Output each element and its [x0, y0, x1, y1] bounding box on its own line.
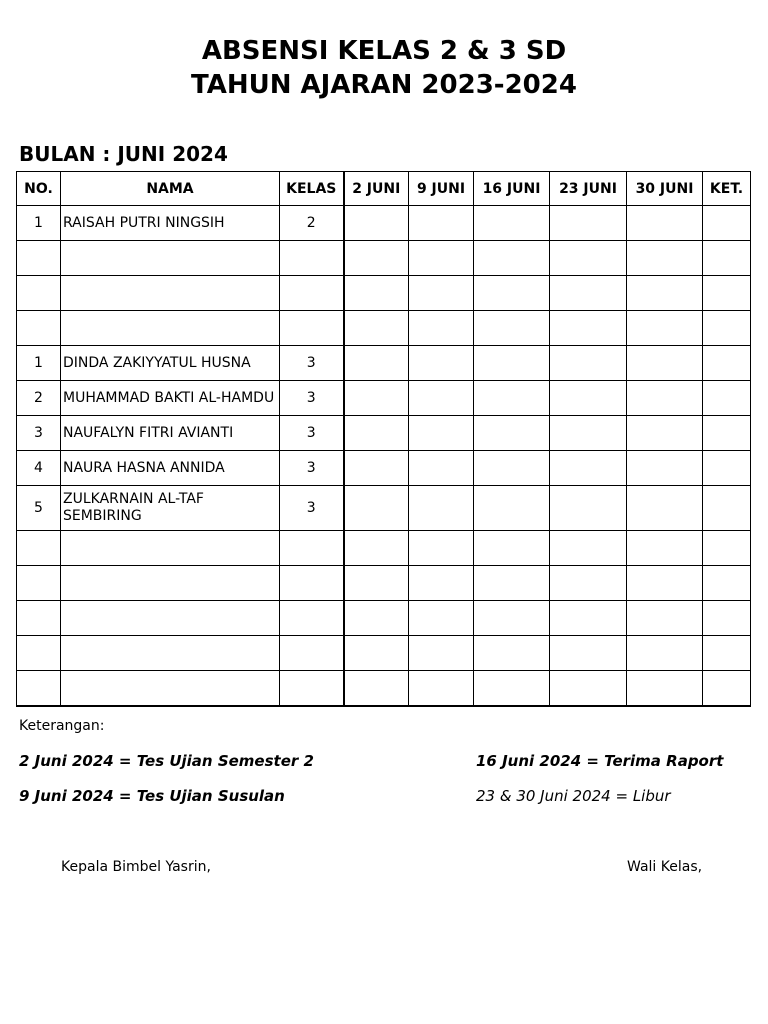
header-nama: NAMA — [61, 172, 280, 206]
cell-nama: DINDA ZAKIYYATUL HUSNA — [61, 346, 280, 381]
cell-2-juni — [344, 451, 409, 486]
cell-nama — [61, 601, 280, 636]
cell-no: 1 — [17, 206, 61, 241]
cell-23-juni — [550, 531, 627, 566]
cell-30-juni — [627, 531, 703, 566]
table-row — [17, 346, 751, 381]
cell-no — [17, 566, 61, 601]
header-16-juni: 16 JUNI — [474, 172, 550, 206]
cell-2-juni — [344, 381, 409, 416]
header-kelas: KELAS — [280, 172, 344, 206]
cell-9-juni — [409, 566, 474, 601]
cell-no: 3 — [17, 416, 61, 451]
cell-2-juni — [344, 346, 409, 381]
note-9-juni: 9 Juni 2024 = Tes Ujian Susulan — [19, 787, 285, 805]
header-no: NO. — [17, 172, 61, 206]
cell-no: 4 — [17, 451, 61, 486]
table-row — [17, 381, 751, 416]
cell-23-juni — [550, 311, 627, 346]
cell-2-juni — [344, 311, 409, 346]
cell-ket — [703, 531, 751, 566]
cell-ket — [703, 636, 751, 671]
cell-16-juni — [474, 206, 550, 241]
cell-no — [17, 671, 61, 707]
header-23-juni: 23 JUNI — [550, 172, 627, 206]
cell-23-juni — [550, 566, 627, 601]
cell-23-juni — [550, 241, 627, 276]
table-row — [17, 566, 751, 601]
signature-wali-kelas: Wali Kelas, — [627, 859, 703, 875]
cell-16-juni — [474, 311, 550, 346]
cell-kelas: 2 — [280, 206, 344, 241]
cell-no: 5 — [17, 486, 61, 531]
cell-kelas: 3 — [280, 416, 344, 451]
cell-kelas: 3 — [280, 381, 344, 416]
cell-9-juni — [409, 241, 474, 276]
cell-no — [17, 531, 61, 566]
cell-2-juni — [344, 416, 409, 451]
cell-30-juni — [627, 311, 703, 346]
cell-9-juni — [409, 206, 474, 241]
cell-30-juni — [627, 601, 703, 636]
note-2-juni: 2 Juni 2024 = Tes Ujian Semester 2 — [19, 752, 314, 770]
page-title: ABSENSI KELAS 2 & 3 SD — [201, 36, 567, 66]
cell-ket — [703, 566, 751, 601]
cell-16-juni — [474, 601, 550, 636]
cell-30-juni — [627, 416, 703, 451]
table-row — [17, 451, 751, 486]
cell-nama: MUHAMMAD BAKTI AL-HAMDU — [61, 381, 280, 416]
cell-ket — [703, 311, 751, 346]
cell-no — [17, 601, 61, 636]
cell-ket — [703, 601, 751, 636]
cell-9-juni — [409, 486, 474, 531]
cell-30-juni — [627, 636, 703, 671]
cell-kelas — [280, 636, 344, 671]
table-row — [17, 531, 751, 566]
cell-16-juni — [474, 346, 550, 381]
cell-kelas — [280, 601, 344, 636]
cell-2-juni — [344, 276, 409, 311]
cell-23-juni — [550, 381, 627, 416]
cell-23-juni — [550, 636, 627, 671]
cell-nama — [61, 311, 280, 346]
cell-16-juni — [474, 241, 550, 276]
cell-no — [17, 241, 61, 276]
cell-no — [17, 276, 61, 311]
cell-2-juni — [344, 566, 409, 601]
cell-23-juni — [550, 206, 627, 241]
cell-ket — [703, 381, 751, 416]
cell-16-juni — [474, 566, 550, 601]
cell-30-juni — [627, 276, 703, 311]
cell-16-juni — [474, 416, 550, 451]
cell-9-juni — [409, 451, 474, 486]
cell-9-juni — [409, 671, 474, 707]
cell-2-juni — [344, 671, 409, 707]
signature-kepala: Kepala Bimbel Yasrin, — [61, 859, 211, 875]
cell-nama: RAISAH PUTRI NINGSIH — [61, 206, 280, 241]
cell-nama — [61, 241, 280, 276]
cell-23-juni — [550, 671, 627, 707]
cell-9-juni — [409, 531, 474, 566]
cell-30-juni — [627, 346, 703, 381]
table-row — [17, 416, 751, 451]
header-30-juni: 30 JUNI — [627, 172, 703, 206]
cell-30-juni — [627, 451, 703, 486]
cell-16-juni — [474, 451, 550, 486]
cell-kelas — [280, 531, 344, 566]
cell-nama — [61, 566, 280, 601]
cell-30-juni — [627, 486, 703, 531]
cell-kelas: 3 — [280, 486, 344, 531]
cell-9-juni — [409, 346, 474, 381]
cell-kelas — [280, 566, 344, 601]
cell-nama — [61, 636, 280, 671]
cell-2-juni — [344, 601, 409, 636]
cell-nama: NAUFALYN FITRI AVIANTI — [61, 416, 280, 451]
cell-30-juni — [627, 241, 703, 276]
cell-23-juni — [550, 416, 627, 451]
cell-ket — [703, 241, 751, 276]
header-9-juni: 9 JUNI — [409, 172, 474, 206]
table-row — [17, 486, 751, 531]
cell-16-juni — [474, 381, 550, 416]
cell-nama — [61, 276, 280, 311]
cell-2-juni — [344, 636, 409, 671]
cell-16-juni — [474, 276, 550, 311]
header-ket: KET. — [703, 172, 751, 206]
cell-nama — [61, 531, 280, 566]
month-label: BULAN : JUNI 2024 — [19, 142, 228, 166]
cell-16-juni — [474, 531, 550, 566]
cell-30-juni — [627, 671, 703, 707]
header-2-juni: 2 JUNI — [344, 172, 409, 206]
cell-23-juni — [550, 451, 627, 486]
table-row — [17, 276, 751, 311]
cell-no: 1 — [17, 346, 61, 381]
cell-23-juni — [550, 486, 627, 531]
note-16-juni: 16 Juni 2024 = Terima Raport — [476, 752, 724, 770]
table-row — [17, 601, 751, 636]
cell-30-juni — [627, 206, 703, 241]
table-row — [17, 206, 751, 241]
cell-ket — [703, 486, 751, 531]
cell-nama — [61, 671, 280, 707]
cell-ket — [703, 346, 751, 381]
cell-no — [17, 636, 61, 671]
table-row — [17, 241, 751, 276]
cell-9-juni — [409, 381, 474, 416]
cell-2-juni — [344, 206, 409, 241]
cell-ket — [703, 671, 751, 707]
cell-16-juni — [474, 486, 550, 531]
cell-2-juni — [344, 486, 409, 531]
cell-23-juni — [550, 346, 627, 381]
note-23-30-juni: 23 & 30 Juni 2024 = Libur — [476, 787, 671, 805]
cell-9-juni — [409, 601, 474, 636]
keterangan-label: Keterangan: — [19, 718, 105, 734]
cell-no: 2 — [17, 381, 61, 416]
cell-nama: NAURA HASNA ANNIDA — [61, 451, 280, 486]
cell-2-juni — [344, 531, 409, 566]
table-row — [17, 636, 751, 671]
cell-30-juni — [627, 381, 703, 416]
table-header-row — [17, 172, 751, 206]
cell-16-juni — [474, 671, 550, 707]
cell-nama: ZULKARNAIN AL-TAF SEMBIRING — [61, 486, 280, 531]
cell-23-juni — [550, 601, 627, 636]
cell-ket — [703, 451, 751, 486]
cell-ket — [703, 416, 751, 451]
cell-9-juni — [409, 416, 474, 451]
table-row — [17, 671, 751, 707]
cell-30-juni — [627, 566, 703, 601]
cell-no — [17, 311, 61, 346]
cell-9-juni — [409, 311, 474, 346]
cell-ket — [703, 206, 751, 241]
cell-9-juni — [409, 636, 474, 671]
cell-ket — [703, 276, 751, 311]
table-row — [17, 311, 751, 346]
cell-kelas: 3 — [280, 451, 344, 486]
cell-kelas: 3 — [280, 346, 344, 381]
cell-23-juni — [550, 276, 627, 311]
cell-kelas — [280, 671, 344, 707]
cell-kelas — [280, 311, 344, 346]
cell-16-juni — [474, 636, 550, 671]
cell-9-juni — [409, 276, 474, 311]
page-subtitle: TAHUN AJARAN 2023-2024 — [191, 70, 577, 100]
cell-kelas — [280, 276, 344, 311]
cell-kelas — [280, 241, 344, 276]
cell-2-juni — [344, 241, 409, 276]
attendance-table — [16, 171, 751, 707]
